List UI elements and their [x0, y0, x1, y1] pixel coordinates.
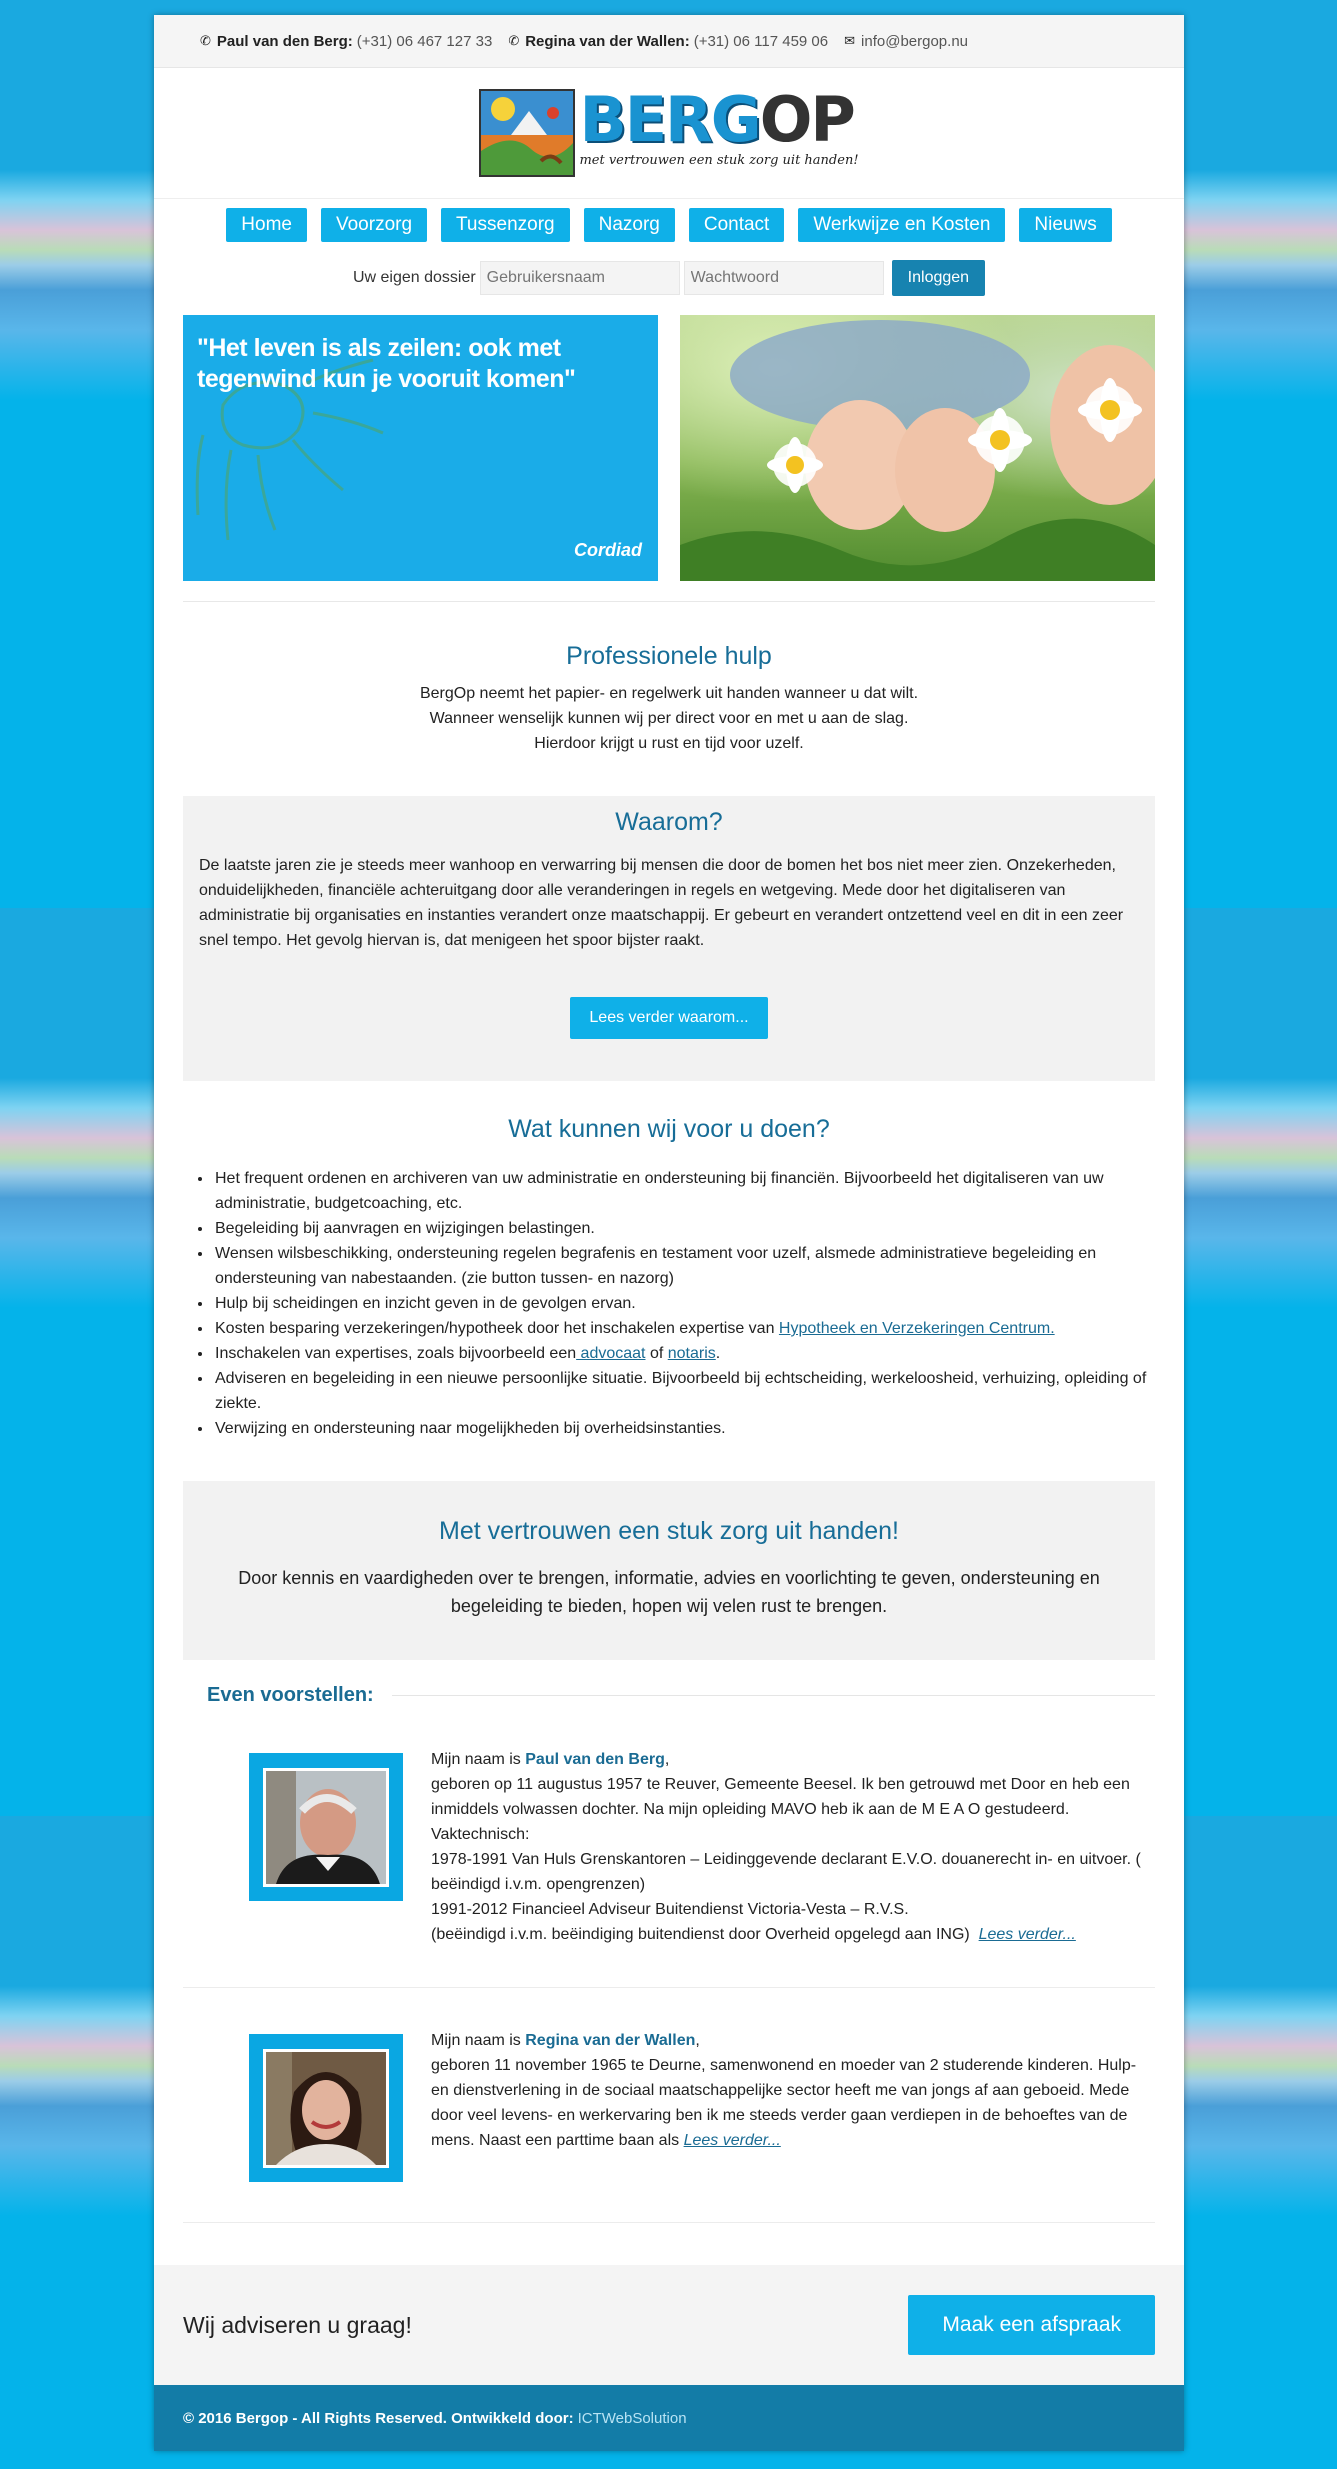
- quote-text: "Het leven is als zeilen: ook met tegenwind kun je vooruit komen": [197, 334, 576, 393]
- list-item: • Begeleiding bij aanvragen en wijzigingen belastingen.: [213, 1216, 1155, 1241]
- hero-photo: [680, 315, 1155, 581]
- notaris-link[interactable]: notaris: [667, 1345, 716, 1362]
- main-nav: [154, 208, 1184, 242]
- contact-paul: [200, 33, 492, 50]
- divider: [183, 601, 1155, 602]
- read-more-paul-link[interactable]: Lees verder...: [978, 1926, 1076, 1943]
- logo-title: [579, 83, 858, 156]
- avatar-regina: [263, 2049, 389, 2168]
- list-item-text: Inschakelen van expertises, zoals bijvoorbeeld een: [215, 1345, 577, 1362]
- developer-link[interactable]: ICTWebSolution: [577, 2409, 687, 2427]
- waarom-text: De laatste jaren zie je steeds meer wanhoop en verwarring bij mensen die door de bomen het bos niet meer zien. Onzekerheden, onduidelijkheden, financiële achteruitgang door alle veranderingen in regels en wetgeving. Mede door het digitaliseren van administratie bij organisaties en instanties verandert onze maatschappij. Er gebeurt en verandert ontzettend veel en dit in een zeer snel tempo. Het gevolg hiervan is, dat menigeen het spoor bijster raakt.: [199, 857, 1124, 949]
- login-form: [154, 260, 1184, 296]
- person-name: Paul van den Berg: [525, 1751, 665, 1768]
- page-container: [154, 15, 1184, 2451]
- hypotheek-link[interactable]: Hypotheek en Verzekeringen Centrum.: [778, 1320, 1055, 1337]
- nav-voorzorg[interactable]: Voorzorg: [321, 208, 427, 242]
- nav-contact[interactable]: Contact: [689, 208, 784, 242]
- login-button[interactable]: Inloggen: [892, 260, 985, 296]
- footer: [154, 2385, 1184, 2451]
- contact-phone[interactable]: (+31) 06 467 127 33: [356, 32, 493, 50]
- waarom-section: [183, 796, 1155, 1081]
- list-item: • Adviseren en begeleiding in een nieuwe persoonlijke situatie. Bijvoorbeeld bij echtscheiding, werkeloosheid, verhuizing, opleiding of ziekte.: [213, 1366, 1155, 1416]
- professional-text: [154, 681, 1184, 756]
- list-item: • Het frequent ordenen en archiveren van uw administratie en ondersteuning bij financiën. Bijvoorbeeld het digitaliseren van uw administratie, budgetcoaching, etc.: [213, 1166, 1155, 1216]
- person-name: Regina van der Wallen: [525, 2032, 696, 2049]
- person-regina: [183, 2034, 1155, 2223]
- bio-text: geboren 11 november 1965 te Deurne, samenwonend en moeder van 2 studerende kinderen. Hulp- en dienstverlening in de sociaal maatschappelijke sector heeft me van jongs af aan geboeid. Mede door veel levens- en werkervaring ben ik me steeds verder gaan verdiepen in de behoeftes van de mens. Naast een parttime baan als: [431, 2057, 1137, 2149]
- waarom-title: Waarom?: [615, 808, 723, 836]
- advocaat-link[interactable]: advocaat: [576, 1345, 646, 1362]
- hero: [183, 315, 1155, 581]
- logo-name-part1: BERG: [579, 83, 760, 156]
- professional-title: Professionele hulp: [566, 642, 772, 670]
- list-item-text: Kosten besparing verzekeringen/hypotheek door het inschakelen expertise van: [215, 1320, 779, 1337]
- feet-daisies-illustration: [680, 315, 1155, 581]
- logo-area: [154, 68, 1184, 199]
- logo-name-part2: OP: [759, 83, 854, 156]
- contact-name: Regina van der Wallen:: [525, 32, 690, 50]
- logo-tagline: met vertrouwen een stuk zorg uit handen!: [579, 153, 859, 168]
- phone-icon: ✆: [508, 33, 520, 48]
- contact-phone[interactable]: (+31) 06 117 459 06: [693, 32, 829, 50]
- list-item: • Hulp bij scheidingen en inzicht geven in de gevolgen ervan.: [213, 1291, 1155, 1316]
- portrait-frame: [249, 2034, 403, 2182]
- make-appointment-button[interactable]: Maak een afspraak: [908, 2295, 1155, 2355]
- quote-author: Cordiad: [573, 540, 642, 560]
- bio-paul: [431, 1747, 1155, 1947]
- professional-line: Hierdoor krijgt u rust en tijd voor uzelf.: [534, 735, 804, 752]
- email-link[interactable]: info@bergop.nu: [861, 32, 969, 50]
- bio-prefix: Mijn naam is: [431, 2032, 526, 2049]
- list-item: [213, 1316, 1155, 1341]
- bio-text: (beëindigd i.v.m. beëindiging buitendienst door Overheid opgelegd aan ING): [431, 1926, 970, 1943]
- nav-nieuws[interactable]: Nieuws: [1019, 208, 1111, 242]
- contact-name: Paul van den Berg:: [216, 32, 353, 50]
- list-item: • Verwijzing en ondersteuning naar mogelijkheden bij overheidsinstanties.: [213, 1416, 1155, 1441]
- contact-email: [844, 33, 968, 50]
- list-item: [213, 1341, 1155, 1366]
- nav-werkwijze[interactable]: Werkwijze en Kosten: [798, 208, 1005, 242]
- person-paul: [183, 1753, 1155, 1988]
- services-title: Wat kunnen wij voor u doen?: [508, 1115, 830, 1143]
- bio-prefix: Mijn naam is: [431, 1751, 526, 1768]
- bio-text: geboren op 11 augustus 1957 te Reuver, Gemeente Beesel. Ik ben getrouwd met Door en heb een inmiddels volwassen dochter. Na mijn opleiding MAVO heb ik aan de M E A O gestudeerd.: [431, 1776, 1130, 1818]
- bio-text: 1978-1991 Van Huls Grenskantoren – Leidinggevende declarant E.V.O. douanerecht in- en uitvoer. ( beëindigd i.v.m. opengrenzen): [431, 1851, 1141, 1893]
- list-item-text: of: [645, 1345, 668, 1362]
- services-list: [183, 1166, 1155, 1441]
- cta-bar: [154, 2265, 1184, 2385]
- contact-bar: [154, 15, 1184, 68]
- nav-nazorg[interactable]: Nazorg: [584, 208, 675, 242]
- login-label: Uw eigen dossier: [352, 269, 476, 286]
- bio-text: 1991-2012 Financieel Adviseur Buitendienst Victoria-Vesta – R.V.S.: [431, 1901, 909, 1918]
- intro-title: Even voorstellen:: [207, 1684, 374, 1706]
- site-logo[interactable]: [479, 83, 859, 177]
- list-item-text: .: [715, 1345, 721, 1362]
- professional-section: [154, 642, 1184, 756]
- professional-line: Wanneer wenselijk kunnen wij per direct voor en met u aan de slag.: [429, 710, 909, 727]
- bio-regina: [431, 2028, 1155, 2182]
- password-input[interactable]: [684, 261, 884, 295]
- envelope-icon: ✉: [844, 33, 856, 48]
- contact-regina: [508, 33, 828, 50]
- phone-icon: ✆: [200, 33, 211, 48]
- logo-illustration: [479, 89, 575, 177]
- intro-heading: [183, 1684, 1155, 1707]
- list-item: • Wensen wilsbeschikking, ondersteuning regelen begrafenis en testament voor uzelf, alsmede administratieve begeleiding en ondersteuning van nabestaanden. (zie button tussen- en nazorg): [213, 1241, 1155, 1291]
- username-input[interactable]: [480, 261, 680, 295]
- read-more-waarom-button[interactable]: Lees verder waarom...: [570, 997, 768, 1039]
- bio-comma: ,: [664, 1751, 670, 1768]
- quote-box: [183, 315, 658, 581]
- portrait-frame: [249, 1753, 403, 1901]
- trust-text: Door kennis en vaardigheden over te brengen, informatie, advies en voorlichting te geven, ondersteuning en begeleiding te bieden, hopen wij velen rust te brengen.: [238, 1568, 1100, 1616]
- nav-home[interactable]: Home: [226, 208, 307, 242]
- nav-tussenzorg[interactable]: Tussenzorg: [441, 208, 570, 242]
- logo-words: [579, 83, 859, 168]
- services-section: [183, 1115, 1155, 1441]
- trust-section: [183, 1481, 1155, 1660]
- avatar-paul: [263, 1768, 389, 1887]
- bio-comma: ,: [695, 2032, 700, 2049]
- footer-copyright: © 2016 Bergop - All Rights Reserved. Ontwikkeld door:: [183, 2409, 574, 2427]
- bio-text: Vaktechnisch:: [431, 1826, 530, 1843]
- read-more-regina-link[interactable]: Lees verder...: [683, 2132, 781, 2149]
- cta-text: Wij adviseren u graag!: [183, 2311, 412, 2338]
- intro-divider: [392, 1695, 1155, 1696]
- trust-title: Met vertrouwen een stuk zorg uit handen!: [439, 1517, 899, 1545]
- professional-line: BergOp neemt het papier- en regelwerk uit handen wanneer u dat wilt.: [419, 685, 919, 702]
